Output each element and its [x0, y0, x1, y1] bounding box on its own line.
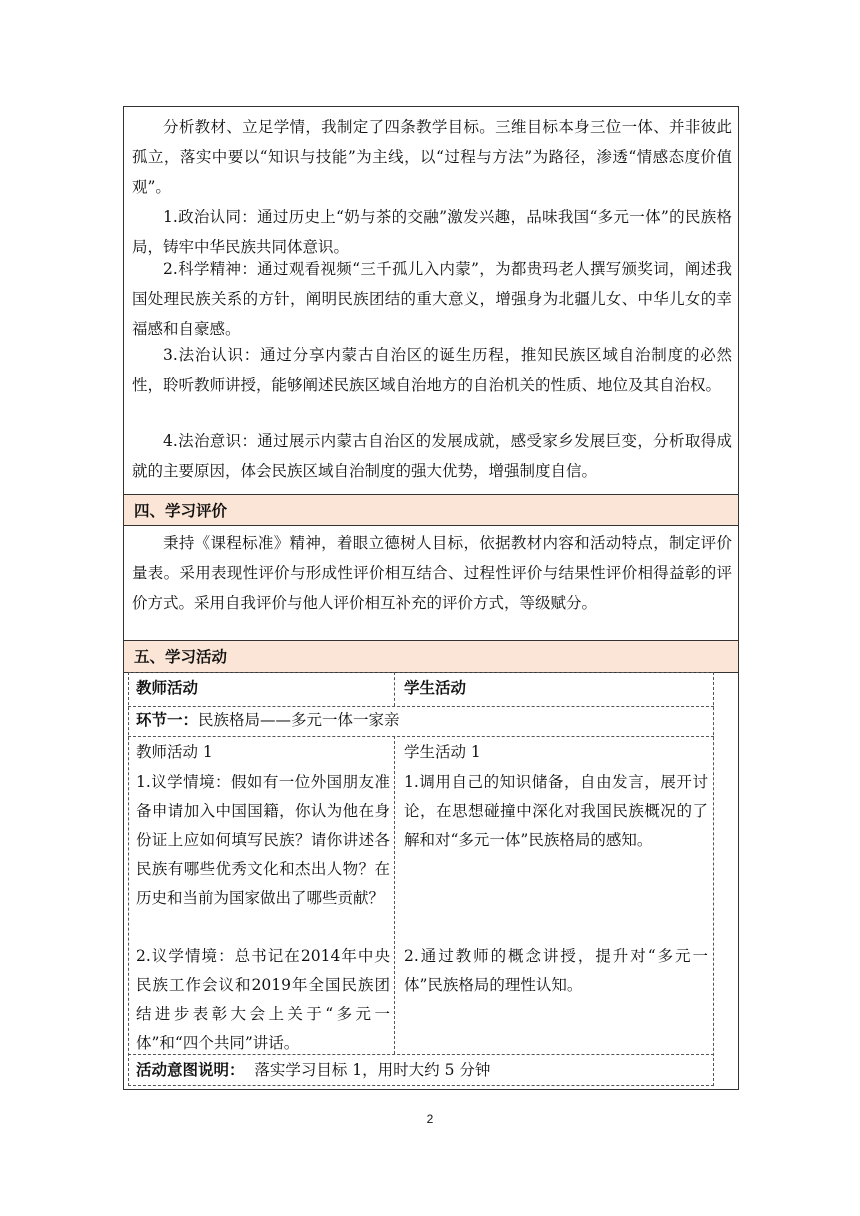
section-title: 五、学习活动 [134, 648, 228, 666]
objective-item-3: 3.法治认识：通过分享内蒙古自治区的诞生历程，推知民族区域自治制度的必然性，聆听教师讲授，能够阐述民族区域自治地方的自治机关的性质、地位及其自治权。 [132, 346, 732, 394]
evaluation-text: 秉持《课程标准》精神，着眼立德树人目标，依据教材内容和活动特点，制定评价量表。采用表现性评价与形成性评价相互结合、过程性评价与结果性评价相得益彰的评价方式。采用自我评价与他人评价相互补充的评价方式，等级赋分。 [132, 534, 732, 612]
teacher-activity-header: 教师活动 [136, 679, 199, 697]
objective-item-4: 4.法治意识：通过展示内蒙古自治区的发展成就，感受家乡发展巨变，分析取得成就的主要原因，体会民族区域自治制度的强大优势，增强制度自信。 [132, 432, 732, 480]
student-activity-title: 学生活动 1 [404, 743, 481, 761]
section-header-evaluation [124, 494, 738, 526]
column-divider [394, 736, 395, 1054]
intent-text: 落实学习目标 1，用时大约 5 分钟 [254, 1061, 491, 1079]
segment-label: 环节一： [136, 711, 199, 729]
teacher-activity-item-2: 2.议学情境：总书记在2014年中央民族工作会议和2019年全国民族团结进步表彰大会上关于“多元一体”和“四个共同”讲话。 [136, 947, 390, 1052]
page-number: 2 [426, 1112, 434, 1126]
activity-table [128, 672, 714, 1086]
activity-intent-row [136, 1056, 490, 1085]
student-activity-item-2: 2.通过教师的概念讲授，提升对“多元一体”民族格局的理性认知。 [404, 947, 708, 994]
section-title: 四、学习评价 [134, 502, 228, 520]
intent-label: 活动意图说明： [136, 1061, 245, 1079]
row-divider [128, 736, 714, 737]
teacher-activity-item-1: 1.议学情境：假如有一位外国朋友准备申请加入中国国籍，你认为他在身份证上应如何填写民族？请你讲述各民族有哪些优秀文化和杰出人物？在历史和当前为国家做出了哪些贡献？ [136, 773, 390, 907]
objective-item-2: 2.科学精神：通过观看视频“三千孤儿入内蒙”，为都贵玛老人撰写颁奖词，阐述我国处理民族关系的方针，阐明民族团结的重大意义，增强身为北疆儿女、中华儿女的幸福感和自豪感。 [132, 260, 732, 338]
section-header-activities [124, 641, 738, 673]
column-divider [394, 672, 395, 706]
segment-title: 民族格局——多元一体一家亲 [198, 711, 400, 729]
objective-item-1: 1.政治认同：通过历史上“奶与茶的交融”激发兴趣，品味我国“多元一体”的民族格局，铸牢中华民族共同体意识。 [132, 208, 732, 256]
segment-row [136, 706, 400, 735]
student-activity-header: 学生活动 [404, 679, 467, 697]
teacher-activity-title: 教师活动 1 [136, 743, 213, 761]
student-activity-item-1: 1.调用自己的知识储备，自由发言，展开讨论，在思想碰撞中深化对我国民族概况的了解和对“多元一体”民族格局的感知。 [404, 773, 708, 849]
objectives-intro: 分析教材、立足学情，我制定了四条教学目标。三维目标本身三位一体、并非彼此孤立，落实中要以“知识与技能”为主线，以“过程与方法”为路径，渗透“情感态度价值观”。 [132, 118, 732, 196]
